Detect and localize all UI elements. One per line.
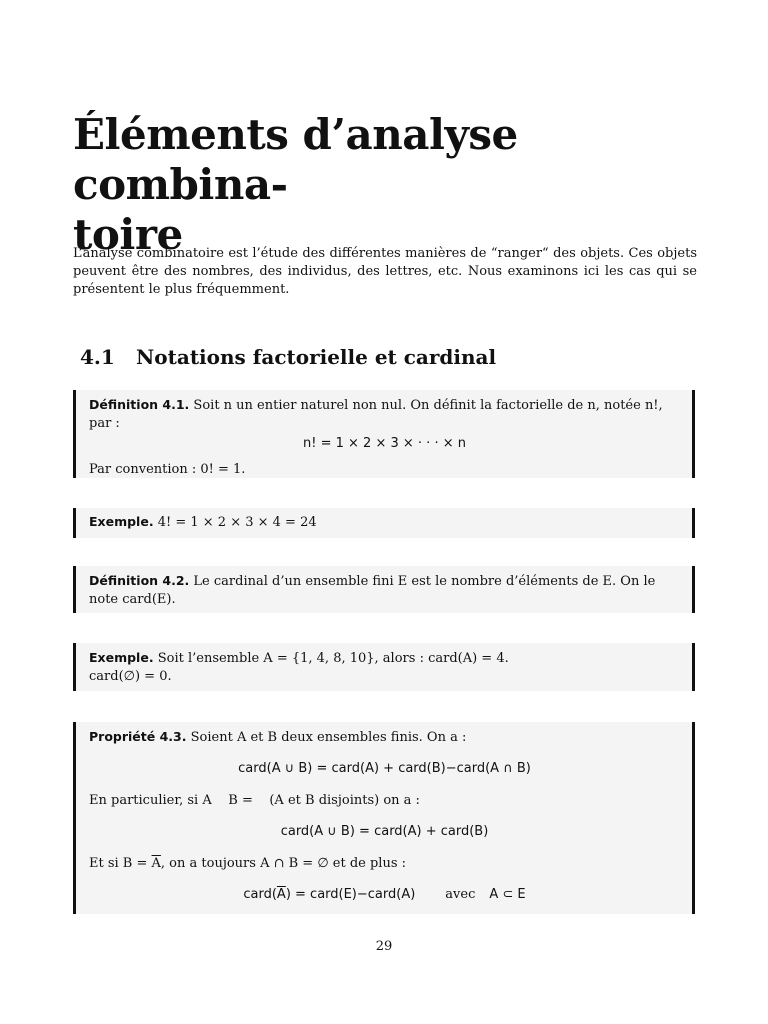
section-heading <box>80 343 496 371</box>
example-2-text <box>89 649 680 668</box>
complement-prefix: Et si B = <box>89 856 152 871</box>
chapter-title-line2: toire <box>73 210 183 259</box>
disjoint-case-text: En particulier, si A B = (A et B disjoints) on a : <box>89 793 420 808</box>
chapter-title <box>73 110 713 260</box>
chapter-title-line1: Éléments d’analyse combina- <box>73 110 518 209</box>
complement-suffix: , on a toujours A ∩ B = ∅ et de plus : <box>160 856 407 871</box>
union-cardinal-formula: card(A ∪ B) = card(A) + card(B)−card(A ∩ B) <box>238 761 531 776</box>
factorial-formula: n! = 1 × 2 × 3 × · · · × n <box>303 436 466 451</box>
convention-text: Par convention : 0! = 1. <box>89 462 246 477</box>
definition-box-4-1 <box>73 390 695 478</box>
property-body: Soient A et B deux ensembles finis. On a : <box>186 730 467 745</box>
example-label: Exemple. <box>89 650 154 665</box>
definition-box-4-2 <box>73 566 695 613</box>
example-box-1 <box>73 508 695 538</box>
property-box-4-3 <box>73 722 695 914</box>
definition-4-2-text <box>89 572 680 609</box>
complement-symbol: $\overline{A}$ <box>151 856 161 871</box>
formula3-avec: avec <box>445 887 476 902</box>
example-2-line2: card(∅) = 0. <box>89 669 172 684</box>
definition-label: Définition 4.2. <box>89 573 190 588</box>
example-1-text <box>89 513 680 532</box>
formula3-suffix: ) = card(E)−card(A) <box>285 887 416 902</box>
complement-cardinal-formula <box>89 886 680 904</box>
definition-body: Soit n un entier naturel non nul. On définit la factorielle de n, notée n!, par : <box>89 398 663 431</box>
definition-label: Définition 4.1. <box>89 397 190 412</box>
section-number: 4.1 <box>80 345 115 369</box>
example-body: Soit l’ensemble A = {1, 4, 8, 10}, alors : card(A) = 4. <box>153 651 509 666</box>
formula3-prefix: card( <box>243 887 277 902</box>
example-box-2 <box>73 643 695 691</box>
definition-body: Le cardinal d’un ensemble fini E est le nombre d’éléments de E. On le note card(E). <box>89 574 656 607</box>
complement-text <box>89 855 680 873</box>
definition-4-1-text <box>89 396 680 433</box>
formula3-complement: $\overline{A}$ <box>276 887 286 902</box>
section-title: Notations factorielle et cardinal <box>136 345 497 369</box>
page-number: 29 <box>375 939 393 954</box>
intro-paragraph: L’analyse combinatoire est l’étude des différentes manières de “ranger“ des objets. Ces objets peuvent être des nombres, des individus, des lettres, etc. Nous examinons ici les cas qui se présentent le plus fréquemment. <box>73 246 697 297</box>
example-body: 4! = 1 × 2 × 3 × 4 = 24 <box>153 515 317 530</box>
property-label: Propriété 4.3. <box>89 729 187 744</box>
property-4-3-text <box>89 728 680 747</box>
formula3-condition: A ⊂ E <box>489 887 526 902</box>
example-label: Exemple. <box>89 514 154 529</box>
disjoint-union-formula: card(A ∪ B) = card(A) + card(B) <box>280 824 489 839</box>
